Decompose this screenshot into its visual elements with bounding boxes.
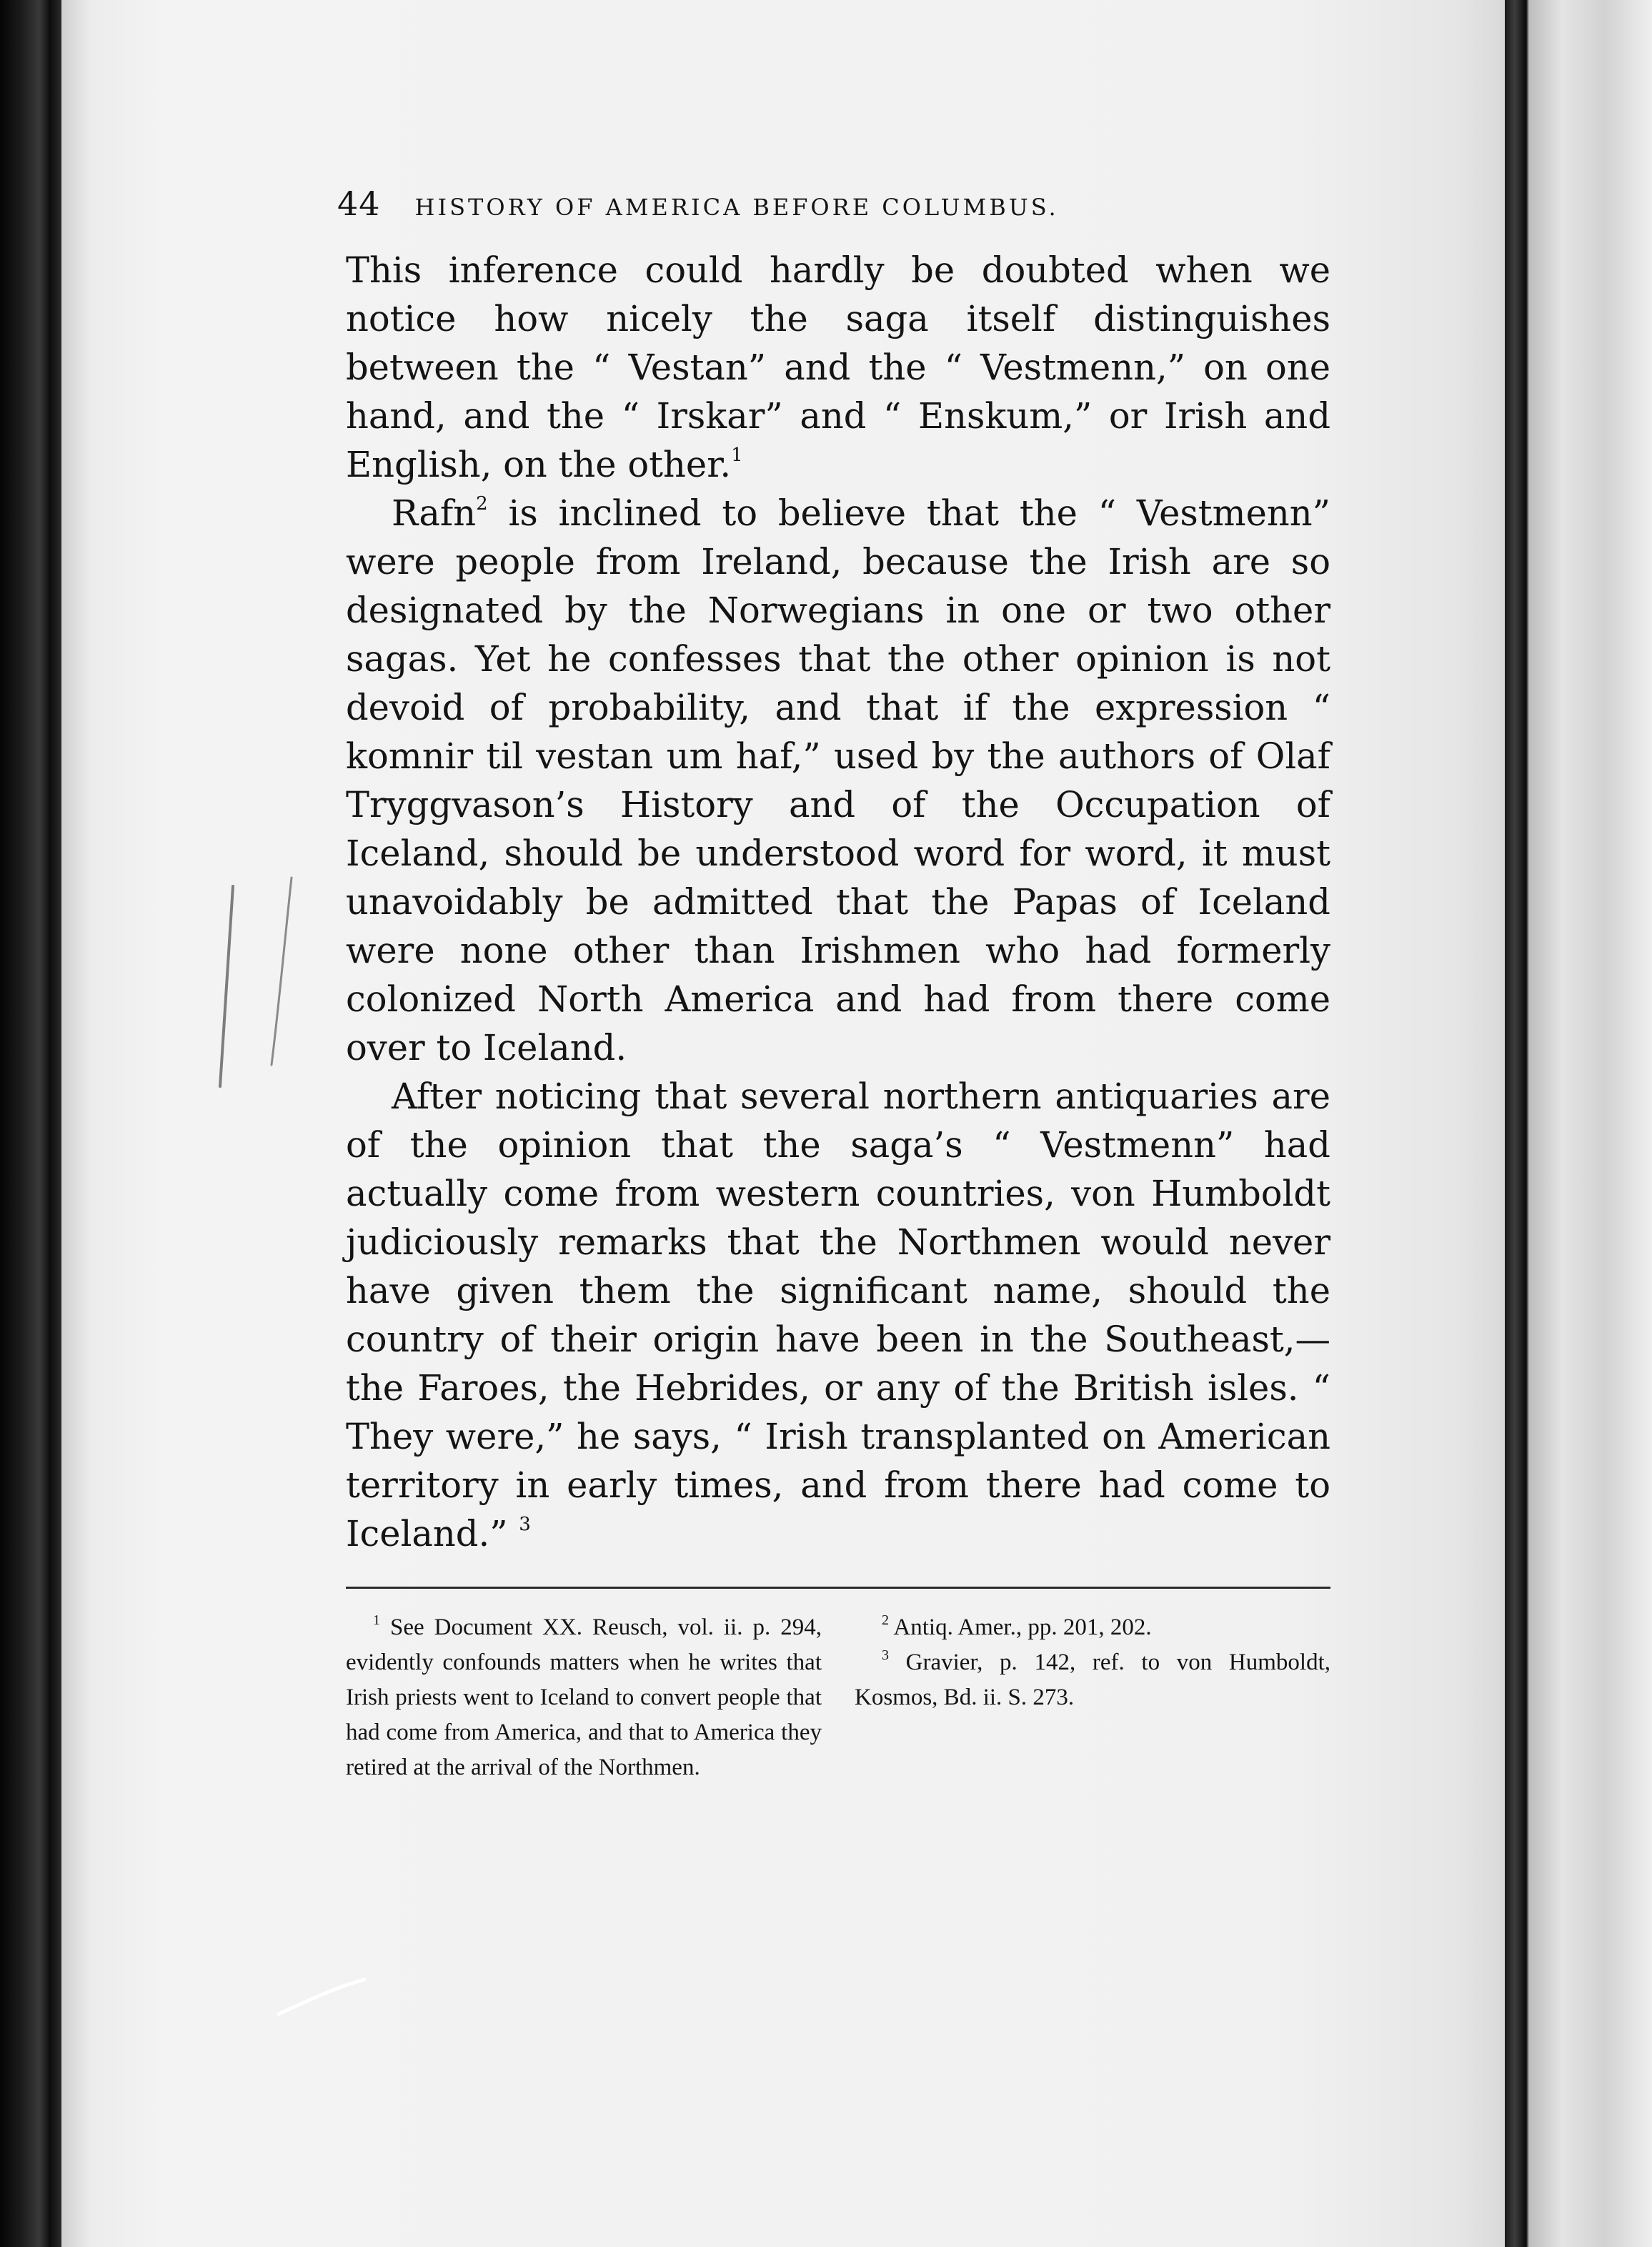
footnote-3-marker: 3 bbox=[882, 1647, 889, 1663]
running-head bbox=[337, 184, 1330, 229]
footnote-ref-3: 3 bbox=[519, 1514, 531, 1535]
paragraph-1 bbox=[346, 246, 1330, 489]
footnote-rule bbox=[346, 1587, 1330, 1589]
margin-pencil-mark bbox=[200, 872, 300, 1115]
page-edges bbox=[1505, 0, 1652, 2247]
paragraph-2-lead: Rafn bbox=[392, 492, 477, 534]
paragraph-2 bbox=[346, 489, 1330, 1072]
page-content bbox=[337, 184, 1330, 1785]
margin-scratch-mark bbox=[272, 1973, 372, 2023]
footnote-2-text: Antiq. Amer., pp. 201, 202. bbox=[889, 1614, 1152, 1640]
body-text bbox=[346, 246, 1330, 1558]
footnote-1 bbox=[346, 1610, 822, 1785]
paragraph-2-text: is inclined to believe that the “ Vestmenn” were people from Ireland, because the Irish are so designated by the Norwegians in one or two other sagas. Yet he confesses that the other opinion is not devoid of probability, and that if the expression “ komnir til vestan um haf,” used by the authors of Olaf Tryggvason’s History and of the Occupation of Iceland, should be understood word for word, it must unavoidably be admitted that the Papas of Iceland were none other than Irishmen who had formerly colonized North America and had from there come over to Iceland. bbox=[346, 492, 1330, 1068]
footnote-3 bbox=[855, 1645, 1330, 1715]
paragraph-1-text: This inference could hardly be doubted when we notice how nicely the saga itself distinguishes between the “ Vestan” and the “ Vestmenn,” on one hand, and the “ Irskar” and “ Enskum,” or Irish and English, on the other. bbox=[346, 249, 1330, 485]
page-number: 44 bbox=[337, 184, 381, 223]
footnote-ref-1: 1 bbox=[731, 445, 743, 466]
footnotes bbox=[346, 1610, 1330, 1785]
footnote-ref-2: 2 bbox=[476, 493, 488, 515]
running-head-title: HISTORY OF AMERICA BEFORE COLUMBUS. bbox=[414, 194, 1059, 221]
footnote-1-text: See Document XX. Reusch, vol. ii. p. 294, evidently confounds matters when he writes that Irish priests went to Iceland to convert people that had come from America, and that to America they retired at the arrival of the Northmen. bbox=[346, 1614, 822, 1780]
footnote-column-left bbox=[346, 1610, 822, 1785]
footnote-column-right bbox=[855, 1610, 1330, 1785]
footnote-2-marker: 2 bbox=[882, 1612, 889, 1628]
footnote-1-marker: 1 bbox=[373, 1612, 380, 1628]
footnote-2 bbox=[855, 1610, 1330, 1645]
footnote-3-text: Gravier, p. 142, ref. to von Humboldt, Kosmos, Bd. ii. S. 273. bbox=[855, 1650, 1330, 1710]
book-binding bbox=[0, 0, 61, 2247]
paragraph-3-text: After noticing that several northern antiquaries are of the opinion that the saga’s “ Vestmenn” had actually come from western countries, von Humboldt judiciously remarks that the Northmen would never have given them the significant name, should the country of their origin have been in the Southeast,—the Faroes, the Hebrides, or any of the British isles. “ They were,” he says, “ Irish transplanted on American territory in early times, and from there had come to Iceland.” bbox=[346, 1076, 1330, 1554]
paragraph-3 bbox=[346, 1072, 1330, 1558]
